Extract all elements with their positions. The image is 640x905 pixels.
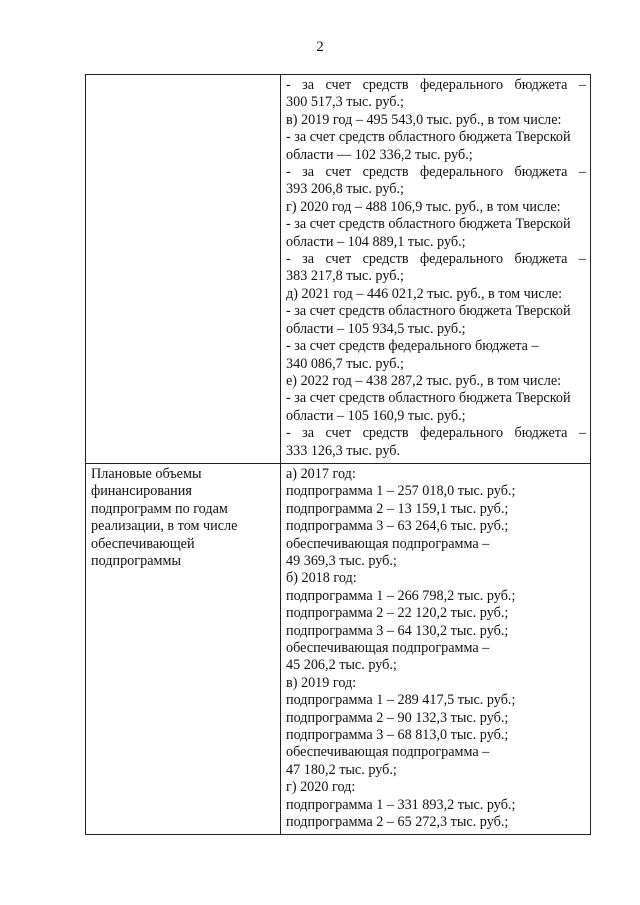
table-row xyxy=(86,75,591,464)
value-line: подпрограмма 3 – 68 813,0 тыс. руб.; xyxy=(286,727,509,744)
value-line: е) 2022 год – 438 287,2 тыс. руб., в том числе: xyxy=(286,372,562,389)
passport-table xyxy=(85,74,591,835)
value-line: обеспечивающая подпрограмма – xyxy=(286,744,490,761)
value-line: обеспечивающая подпрограмма – xyxy=(286,640,490,656)
value-line: подпрограмма 2 – 65 272,3 тыс. руб.; xyxy=(286,814,509,831)
value-line: области – 104 889,1 тыс. руб.; xyxy=(286,233,466,250)
value-line: подпрограмма 2 – 22 120,2 тыс. руб.; xyxy=(286,605,509,622)
value-line: области – 105 160,9 тыс. руб.; xyxy=(286,407,466,424)
row1-value-cell xyxy=(281,75,591,464)
value-line: подпрограмма 1 – 266 798,2 тыс. руб.; xyxy=(286,587,516,604)
value-line: - за счет средств федерального бюджета – xyxy=(286,164,586,181)
label-line: Плановые объемы xyxy=(91,465,202,482)
label-line: финансирования xyxy=(91,483,192,500)
label-line: реализации, в том числе xyxy=(91,518,238,535)
value-line: 393 206,8 тыс. руб.; xyxy=(286,181,404,198)
value-line: подпрограмма 3 – 64 130,2 тыс. руб.; xyxy=(286,622,509,639)
value-line: обеспечивающая подпрограмма – xyxy=(286,535,490,552)
value-line: 333 126,3 тыс. руб. xyxy=(286,442,400,459)
row2-label-cell xyxy=(86,463,281,835)
row1-label-cell xyxy=(86,75,281,464)
value-line: г) 2020 год – 488 106,9 тыс. руб., в том числе: xyxy=(286,198,561,215)
value-line: подпрограмма 2 – 90 132,3 тыс. руб.; xyxy=(286,709,509,726)
value-line: 47 180,2 тыс. руб.; xyxy=(286,761,397,778)
value-line: подпрограмма 1 – 331 893,2 тыс. руб.; xyxy=(286,796,516,813)
value-line: 49 369,3 тыс. руб.; xyxy=(286,552,397,569)
value-line: подпрограмма 1 – 289 417,5 тыс. руб.; xyxy=(286,692,516,709)
label-line: подпрограммы xyxy=(91,552,181,569)
value-line: б) 2018 год: xyxy=(286,570,357,587)
value-line: подпрограмма 2 – 13 159,1 тыс. руб.; xyxy=(286,500,509,517)
value-line: 383 217,8 тыс. руб.; xyxy=(286,268,404,285)
value-line: 45 206,2 тыс. руб.; xyxy=(286,657,397,674)
page-number: 2 xyxy=(316,39,324,55)
label-line: обеспечивающей xyxy=(91,535,195,552)
value-line: - за счет средств областного бюджета Тверской xyxy=(286,129,571,146)
value-line: г) 2020 год: xyxy=(286,779,356,796)
value-line: 300 517,3 тыс. руб.; xyxy=(286,94,404,111)
value-line: - за счет средств областного бюджета Тверской xyxy=(286,390,571,407)
value-line: - за счет средств федерального бюджета – xyxy=(286,251,586,268)
row2-value-cell xyxy=(281,463,591,835)
table-row xyxy=(86,463,591,835)
value-line: - за счет средств федерального бюджета – xyxy=(286,77,586,93)
value-line: а) 2017 год: xyxy=(286,465,356,482)
value-line: д) 2021 год – 446 021,2 тыс. руб., в том числе: xyxy=(286,285,563,302)
value-line: в) 2019 год – 495 543,0 тыс. руб., в том числе: xyxy=(286,111,562,128)
value-line: - за счет средств федерального бюджета – xyxy=(286,425,586,442)
value-line: подпрограмма 1 – 257 018,0 тыс. руб.; xyxy=(286,483,516,500)
value-line: области – 105 934,5 тыс. руб.; xyxy=(286,320,466,337)
value-line: - за счет средств областного бюджета Тверской xyxy=(286,303,571,320)
value-line: - за счет средств федерального бюджета – xyxy=(286,338,539,355)
value-line: 340 086,7 тыс. руб.; xyxy=(286,355,404,372)
value-line: области — 102 336,2 тыс. руб.; xyxy=(286,146,473,163)
value-line: - за счет средств областного бюджета Тверской xyxy=(286,216,571,233)
label-line: подпрограмм по годам xyxy=(91,500,228,517)
value-line: в) 2019 год: xyxy=(286,674,357,691)
value-line: подпрограмма 3 – 63 264,6 тыс. руб.; xyxy=(286,518,509,535)
